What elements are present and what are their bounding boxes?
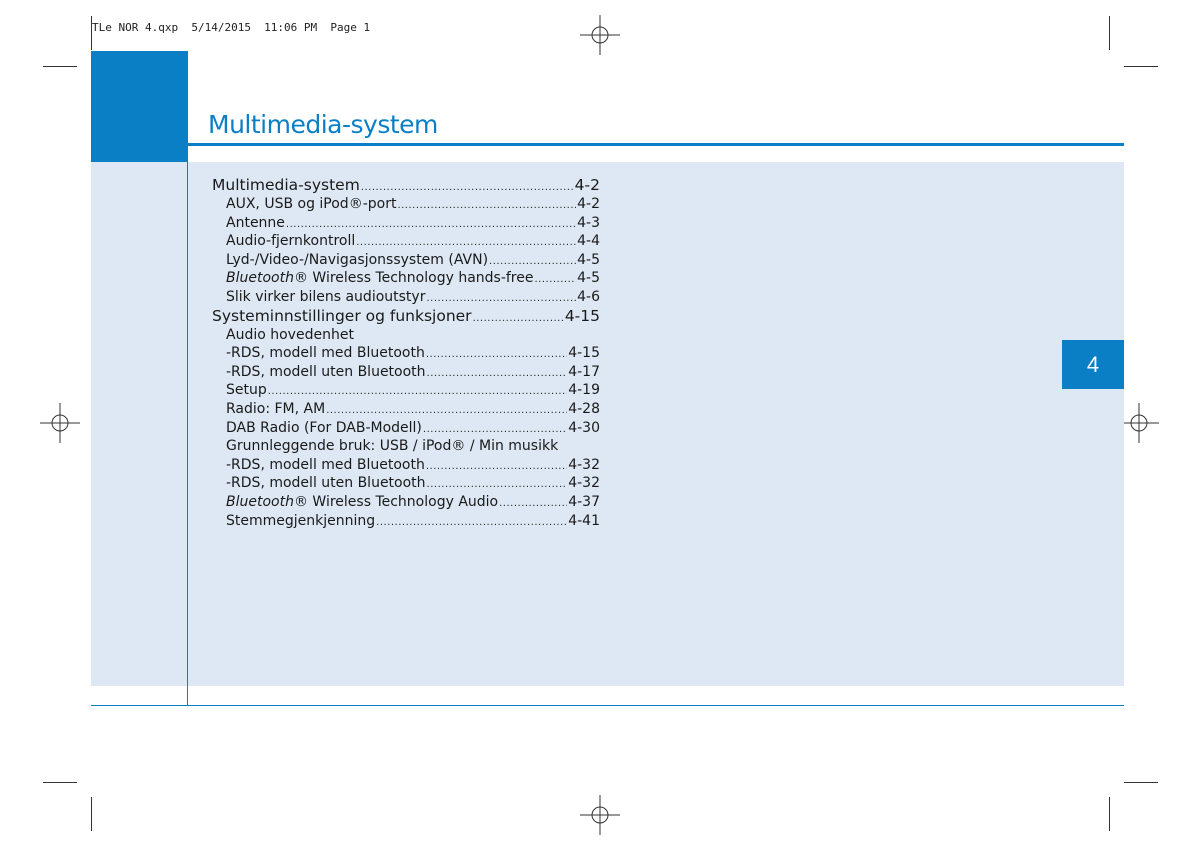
toc-entry-label-text: Multimedia-system (212, 176, 360, 194)
toc-entry-label-text: Systeminnstillinger og funksjoner (212, 306, 472, 325)
toc-entry-label-text: -RDS, modell med Bluetooth (226, 345, 425, 362)
toc-section[interactable] (212, 307, 600, 326)
toc-entry[interactable] (212, 232, 600, 251)
toc-entry-label (226, 195, 396, 214)
toc-leader-dots (473, 309, 564, 328)
toc-entry-label (226, 456, 425, 475)
print-slug: TLe NOR 4.qxp 5/14/2015 11:06 PM Page 1 (92, 21, 371, 34)
footer-rule (91, 705, 1124, 706)
toc-entry-label-text: Audio-fjernkontroll (226, 233, 356, 250)
page-title: Multimedia-system (208, 110, 438, 139)
title-underline (188, 143, 1124, 146)
crop-mark (1124, 782, 1158, 783)
toc-entry-label-text: Lyd-/Video-/Navigasjonssystem (AVN) (226, 251, 489, 268)
margin-rule (187, 51, 188, 706)
toc-entry-label (212, 176, 360, 195)
registration-mark-icon (580, 15, 620, 55)
toc-entry-label (226, 400, 325, 419)
crop-mark (91, 16, 92, 50)
toc-entry-label-text: Wireless Technology Audio (307, 493, 499, 510)
toc-page-number: 4-2 (577, 196, 600, 212)
toc-page-number: 4-30 (568, 419, 600, 436)
table-of-contents (212, 176, 600, 530)
toc-entry-label-text: DAB Radio (For DAB-Modell) (226, 419, 422, 436)
toc-page-number: 4-41 (568, 512, 600, 529)
toc-entry[interactable] (212, 344, 600, 363)
toc-leader-dots (499, 495, 567, 514)
toc-entry-label-text: Antenne (226, 214, 285, 231)
crop-mark (1124, 66, 1158, 67)
toc-entry-label-text: Audio hovedenhet (226, 326, 354, 343)
toc-entry-label-text: Setup (226, 382, 267, 399)
toc-entry-label (226, 437, 558, 456)
toc-page-number: 4-4 (577, 233, 600, 250)
toc-entry-label (212, 307, 472, 326)
toc-entry-label (226, 493, 498, 512)
toc-page-number: 4-2 (574, 176, 600, 194)
toc-entry-label-italic: Bluetooth® (226, 493, 308, 510)
toc-entry-label (226, 232, 355, 251)
toc-page-number: 4-5 (577, 270, 600, 287)
toc-entry[interactable] (212, 326, 600, 345)
toc-page-number: 4-19 (568, 382, 600, 399)
toc-entry-label-text: -RDS, modell med Bluetooth (226, 456, 425, 473)
toc-entry[interactable] (212, 269, 600, 288)
toc-entry[interactable] (212, 474, 600, 493)
toc-entry-label (226, 419, 422, 438)
toc-entry[interactable] (212, 363, 600, 382)
toc-page-number: 4-15 (564, 306, 600, 325)
corner-block (91, 51, 188, 162)
toc-entry-label-text: Wireless Technology hands-free (307, 270, 534, 287)
crop-mark (91, 797, 92, 831)
chapter-tab: 4 (1062, 340, 1124, 389)
toc-page-number: 4-15 (568, 345, 600, 362)
toc-leader-dots (397, 197, 576, 216)
toc-entry[interactable] (212, 419, 600, 438)
toc-page-number: 4-28 (568, 400, 600, 417)
toc-entry-label-text: -RDS, modell uten Bluetooth (226, 363, 426, 380)
toc-entry-label-text: Grunnleggende bruk: USB / iPod® / Min musikk (226, 438, 559, 455)
toc-entry-label (226, 474, 426, 493)
toc-entry[interactable] (212, 251, 600, 270)
toc-entry-label (226, 344, 425, 363)
toc-leader-dots (534, 271, 576, 290)
toc-entry[interactable] (212, 493, 600, 512)
toc-entry-label (226, 381, 267, 400)
crop-mark (1109, 797, 1110, 831)
toc-entry-label (226, 214, 285, 233)
toc-entry[interactable] (212, 288, 600, 307)
toc-entry-label (226, 269, 533, 288)
toc-leader-dots (376, 514, 567, 533)
registration-mark-icon (40, 403, 80, 443)
toc-leader-dots (426, 458, 567, 477)
toc-section[interactable] (212, 176, 600, 195)
toc-entry-label-italic: Bluetooth® (226, 270, 308, 287)
toc-entry-label (226, 326, 354, 345)
registration-mark-icon (1119, 403, 1159, 443)
crop-mark (43, 782, 77, 783)
toc-entry[interactable] (212, 195, 600, 214)
registration-mark-icon (580, 795, 620, 835)
toc-entry-label-text: Radio: FM, AM (226, 400, 326, 417)
toc-entry[interactable] (212, 512, 600, 531)
toc-entry[interactable] (212, 437, 600, 456)
toc-page-number: 4-17 (568, 363, 600, 380)
toc-entry-label-text: -RDS, modell uten Bluetooth (226, 475, 426, 492)
crop-mark (43, 66, 77, 67)
toc-leader-dots (427, 365, 568, 384)
toc-entry-label (226, 251, 488, 270)
toc-entry[interactable] (212, 214, 600, 233)
toc-page-number: 4-6 (577, 288, 600, 305)
toc-page-number: 4-5 (577, 251, 600, 268)
toc-entry-label-text: Stemmegjenkjenning (226, 512, 376, 529)
crop-mark (1109, 16, 1110, 50)
toc-entry[interactable] (212, 381, 600, 400)
toc-page-number: 4-37 (568, 493, 600, 510)
toc-entry-label-text: AUX, USB og iPod®-port (226, 196, 397, 212)
toc-entry-label (226, 512, 375, 531)
toc-entry-label (226, 288, 425, 307)
toc-entry[interactable] (212, 400, 600, 419)
toc-page-number: 4-32 (568, 456, 600, 473)
toc-entry[interactable] (212, 456, 600, 475)
toc-leader-dots (426, 346, 567, 365)
toc-entry-label (226, 363, 426, 382)
toc-page-number: 4-3 (577, 214, 600, 231)
toc-page-number: 4-32 (568, 475, 600, 492)
toc-entry-label-text: Slik virker bilens audioutstyr (226, 288, 426, 305)
